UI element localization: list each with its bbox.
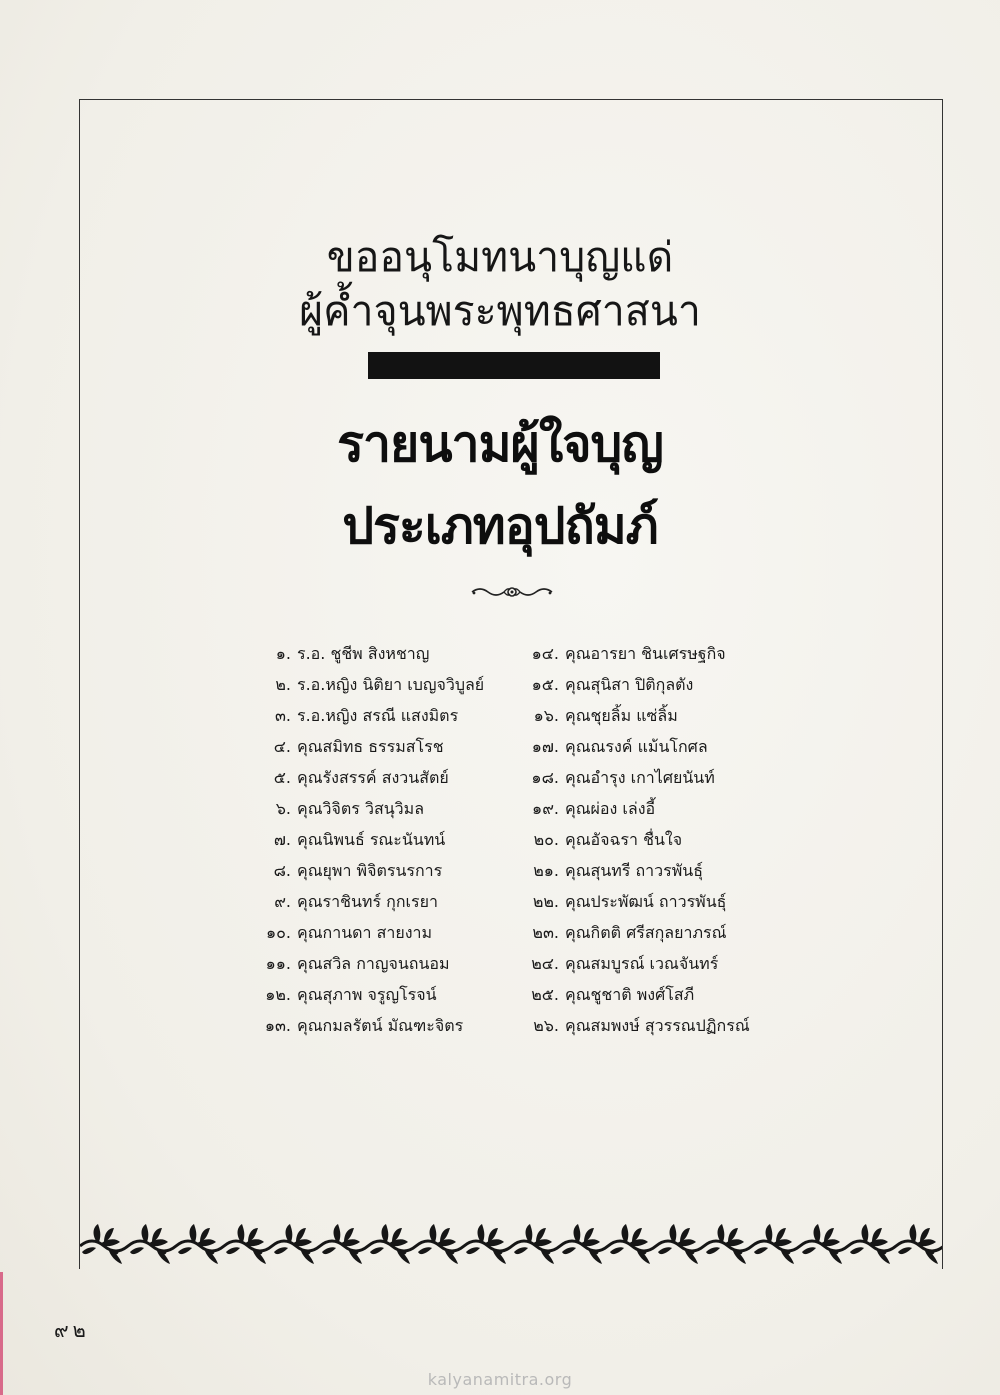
donor-number: ๖. [275, 799, 291, 818]
donor-item [257, 731, 484, 762]
donor-name: คุณประพัฒน์ ถาวรพันธุ์ [565, 892, 727, 911]
donor-number: ๒๒. [532, 892, 559, 911]
donor-number: ๓. [274, 706, 291, 725]
donor-number: ๘. [273, 861, 291, 880]
donor-item [257, 669, 484, 700]
donor-name: ร.อ.หญิง นิติยา เบญจวิบูลย์ [297, 675, 485, 694]
donor-name: คุณนิพนธ์ รณะนันทน์ [297, 830, 446, 849]
donor-name: คุณราชินทร์ กุกเรยา [297, 892, 438, 911]
donor-item [257, 793, 484, 824]
donor-name: คุณชูชาติ พงศ์โสภี [565, 985, 695, 1004]
donor-number: ๑๔. [531, 644, 559, 663]
donor-item [257, 1010, 484, 1041]
donor-number: ๒๐. [533, 830, 559, 849]
donor-number: ๒๓. [532, 923, 559, 942]
donor-item [519, 1010, 750, 1041]
donor-name: คุณสุนทรี ถาวรพันธุ์ [565, 861, 703, 880]
donor-number: ๒๕. [531, 985, 559, 1004]
donor-name: คุณกมลรัตน์ มัณฑะจิตร [297, 1016, 464, 1035]
heading-line-1: ขออนุโมทนาบุญแด่ [326, 233, 674, 281]
donor-name: คุณสุภาพ จรูญโรจน์ [297, 985, 437, 1004]
donor-item [257, 948, 484, 979]
donor-item [519, 669, 750, 700]
donor-name: คุณรังสรรค์ สงวนสัตย์ [297, 768, 449, 787]
donor-name: คุณสมบูรณ์ เวณจันทร์ [565, 954, 719, 973]
donor-number: ๑๒. [265, 985, 291, 1004]
donor-list-right [519, 638, 750, 1041]
donor-item [519, 979, 750, 1010]
donor-number: ๒๑. [533, 861, 559, 880]
donor-name: คุณวิจิตร วิสนุวิมล [297, 799, 424, 818]
donor-name: คุณผ่อง เล่งอี้ [565, 799, 656, 818]
donor-name: คุณชุยลิ้ม แซ่ลิ้ม [565, 706, 678, 725]
subheading-line-1: รายนามผู้ใจบุญ [337, 415, 663, 473]
donor-item [257, 979, 484, 1010]
donor-name: คุณสุนิสา ปิติกุลตัง [565, 675, 694, 694]
donor-name: คุณกิตติ ศรีสกุลยาภรณ์ [565, 923, 727, 942]
donor-number: ๑๓. [264, 1016, 291, 1035]
donor-number: ๑๐. [265, 923, 291, 942]
donor-list-left [257, 638, 484, 1041]
donor-name: คุณอารยา ชินเศรษฐกิจ [565, 644, 726, 663]
donor-number: ๒๖. [533, 1016, 559, 1035]
donor-number: ๙. [274, 892, 291, 911]
subheading-line-2: ประเภทอุปถัมภ์ [342, 497, 658, 555]
donor-number: ๑๗. [531, 737, 559, 756]
donor-name: คุณยุพา พิจิตรนรการ [297, 861, 443, 880]
donor-item [519, 793, 750, 824]
donor-name: คุณกานดา สายงาม [297, 923, 433, 942]
donor-number: ๒๔. [531, 954, 559, 973]
donor-item [257, 824, 484, 855]
donor-name: คุณอำรุง เกาไศยนันท์ [565, 768, 715, 787]
donor-name: คุณสมิทธ ธรรมสโรช [297, 737, 444, 756]
donor-name: คุณณรงค์ แม้นโกศล [565, 737, 708, 756]
donor-item [257, 700, 484, 731]
donor-item [257, 638, 484, 669]
donor-item [519, 700, 750, 731]
donor-number: ๗. [273, 830, 291, 849]
donor-item [257, 917, 484, 948]
donor-item [519, 762, 750, 793]
donor-number: ๑. [275, 644, 291, 663]
donor-number: ๑๘. [531, 768, 559, 787]
donor-number: ๔. [273, 737, 291, 756]
flourish-ornament [470, 584, 554, 600]
donor-number: ๕. [273, 768, 291, 787]
donor-item [519, 948, 750, 979]
donor-name: คุณอัจฉรา ชื่นใจ [565, 830, 683, 849]
donor-name: ร.อ.หญิง สรณี แสงมิตร [297, 706, 459, 725]
donor-item [519, 638, 750, 669]
heading-line-2: ผู้ค้ำจุนพระพุทธศาสนา [299, 287, 701, 335]
donor-item [257, 762, 484, 793]
donor-number: ๑๙. [532, 799, 559, 818]
donor-number: ๑๕. [531, 675, 559, 694]
donor-item [519, 731, 750, 762]
donor-name: ร.อ. ชูชีพ สิงหชาญ [297, 644, 430, 663]
donor-name: คุณสมพงษ์ สุวรรณปฏิกรณ์ [565, 1016, 750, 1035]
vine-border-ornament [80, 1222, 942, 1268]
donor-item [257, 886, 484, 917]
page-number: ๙๒ [54, 1318, 90, 1342]
watermark: kalyanamitra.org [427, 1370, 573, 1389]
donor-number: ๑๖. [533, 706, 559, 725]
donor-number: ๑๑. [265, 954, 291, 973]
donor-item [519, 917, 750, 948]
divider-bar [368, 352, 660, 379]
donor-name: คุณสวิล กาญจนถนอม [297, 954, 450, 973]
donor-number: ๒. [275, 675, 291, 694]
donor-item [519, 824, 750, 855]
donor-item [519, 855, 750, 886]
donor-item [519, 886, 750, 917]
donor-item [257, 855, 484, 886]
